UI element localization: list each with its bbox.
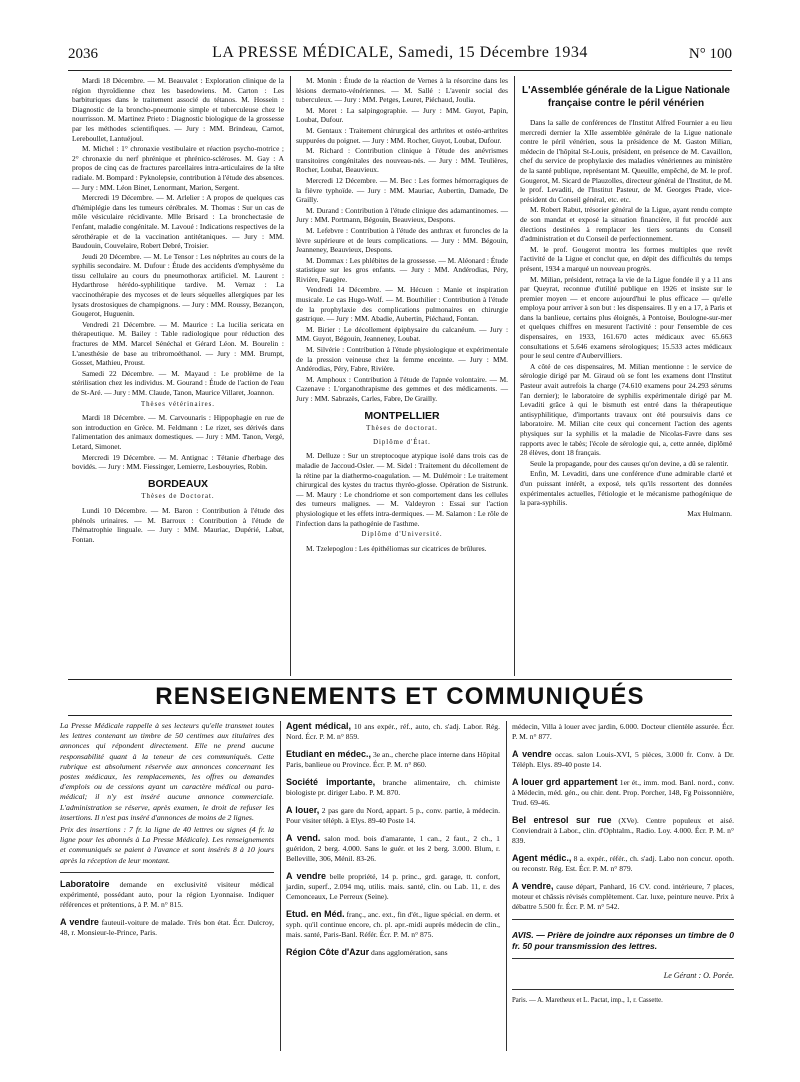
divider [512, 919, 734, 920]
classified-ad: Etudiant en médec., 3e an., cherche place interne dans Hôpital Paris, banlieue ou Province. Écr. P. M. n° 860. [286, 749, 500, 769]
column-2 [296, 76, 508, 554]
classified-ad: Bel entresol sur rue (XVe). Centre populeux et aisé. Conviendrait à Labor., clin. d'Ophtalm., Radio. Loy. 4.000. Écr. P. M. n° 839. [512, 815, 735, 845]
thesis-paragraph: M. Delluze : Sur un streptocoque atypique isolé dans trois cas de maladie de Jaccoud-Osler. — M. Sidel : Traitement du décollement de la rétine par la diathermo-coagulation. — M. Dulémoir : Le traitement chirurgical des kystes du tractus thyréo-glosse. Opération de Sistrunk. — M. Maury : Le chondriome et son comportement dans les cellules des tumeurs malignes. — M. Valdeyron : Essai sur l'action physiologique et les effets intra-dermiques. — M. Salamon : Le rôle de l'infection dans la pathogénie de l'asthme. [296, 451, 508, 528]
article-paragraph: Dans la salle de conférences de l'Institut Alfred Fournier a eu lieu mercredi dernier la XIIe assemblée générale de la Ligue nationale contre le péril vénérien, sous la présidence de M. Gaston Milian, médecin de l'hôpital St-Louis, président, en présence de M. Cavaillon, chef du service de prophylaxie des maladies vénériennes au ministère de la santé publique, représentant M. Queuille, empêché, de M. le prof. Gougerot, M. Sicard de Plauzolles, directeur général de l'Institut, de M. le prof. Levaditi, de l'Institut Pasteur, de M. Georges Prade, vice-président du Conseil général, etc. etc. [520, 118, 732, 204]
montpellier-heading: MONTPELLIER [364, 409, 440, 422]
section-rule [68, 715, 732, 716]
classified-ad: Agent médic., 8 a. expér., référ., ch. s'adj. Labo non concur. opoth. ou reconstr. Rég. Est. Écr. P. M. n° 879. [512, 853, 734, 873]
column-divider [280, 721, 281, 1051]
thesis-paragraph: M. Monin : Étude de la réaction de Vernes à la résorcine dans les lésions dermato-vénériennes. — M. Sallé : L'avenir social des tuberculeux. — Jury : MM. Petges, Leuret, Piéchaud, Joulia. [296, 76, 508, 105]
thesis-paragraph: Mercredi 12 Décembre. — M. Bec : Les formes hémorragiques de la fièvre typhoïde. — Jury : MM. Mauriac, Aubertin, Damade, De Grailly. [296, 175, 508, 205]
header-rule [68, 70, 732, 71]
column-divider [514, 76, 515, 676]
divider [512, 989, 734, 990]
thesis-paragraph: M. Tzelepoglou : Les épithéliomas sur cicatrices de brûlures. [306, 543, 487, 553]
issue-number: N° 100 [688, 46, 732, 62]
thesis-paragraph: M. Richard : Contribution clinique à l'étude des anévrismes transitoires congénitales des nouveau-nés. — Jury : MM. Teulières, Rocher, Loubat, Beauvieux. [296, 146, 508, 175]
thesis-paragraph: M. Dommax : Les phlébites de la grossesse. — M. Aléonard : Étude statistique sur les gros enfants. — Jury : MM. Andérodias, Péry, Rivière, Faugère. [296, 255, 508, 284]
thesis-paragraph: Mardi 18 Décembre. — M. Carvounaris : Hippophagie en rue de son introduction en Grèce. M. Feldmann : Le rizet, ses dérivés dans l'alimentation des animaux domestiques. — Jury : MM. Tanon, Vergé, Letard, Simonet. [72, 413, 284, 451]
insertion-prices: Prix des insertions : 7 fr. la ligne de 40 lettres ou signes (4 fr. la ligne pour les abonnés à La Presse Médicale). Les renseignements et communiqués se paient à l'avance et sont insérés 8 à 10 jours après la réception de leur montant. [60, 825, 274, 865]
thesis-paragraph: M. Birier : Le décollement épiphysaire du calcanéum. — Jury : MM. Guyot, Bégouin, Jeanneney, Loubat. [296, 324, 508, 344]
thesis-paragraph: Vendredi 14 Décembre. — M. Hécuen : Manie et inspiration musicale. Le cas Hugo-Wolf. — M. Bouthilier : Contribution à l'étude de la prophylaxie des complications pulmonaires en chirurgie gastrique. — Jury : MM. Abadie, Aubertin, Piéchaud, Fontan. [296, 285, 508, 324]
printer-imprint: Paris. — A. Maretheux et L. Pactat, imp., 1, r. Cassette. [512, 996, 663, 1004]
manager-line: Le Gérant : O. Porée. [663, 971, 734, 980]
column-divider [506, 721, 507, 1051]
classified-ad: A vendre occas. salon Louis-XVI, 5 pièces, 3.000 fr. Conv. à Dr. Téléph. Elys. 89-40 poste 14. [512, 749, 734, 769]
thesis-paragraph: Mercredi 19 Décembre. — M. Antignac : Tétanie d'herbage des bovidés. — Jury : MM. Fiessinger, Lemierre, Lesbouyries, Robin. [72, 452, 284, 472]
section-rule [68, 679, 732, 680]
classified-ad: A louer grd appartement 1er ét., imm. mod. Banl. nord., conv. à Médecin, méd. gén., ou chir. dent. Prop. Porcher, 148, Fg Poissonnière, Trud. 69-46. [512, 777, 734, 807]
article-paragraph: A côté de ces dispensaires, M. Milian mentionne : le service de sérologie dirigé par M. Giraud où se font les examens dont l'Institut Pasteur avait autrefois la charge (74.610 examens pour 24.293 sérums l'an dernier); le laboratoire de syphilis expérimentale dirigé par M. Levaditi grâce à qui le bismuth est entré dans la thérapeutique antisyphilitique, d'importants travaux ont été poursuivis dans ce laboratoire. M. Milian cite ceux qui concernent l'action des agents physiques sur la syphilis et la maladie de Nicolas-Favre dans ses rapports avec le tabès; l'école de sérologie qui, a, cette année, diplômé 28 élèves, dont 18 français. [520, 361, 732, 458]
thesis-paragraph: M. Gentaux : Traitement chirurgical des arthrites et ostéo-arthrites suppurées du poignet. — Jury : MM. Rocher, Guyot, Loubat, Dufour. [296, 125, 508, 145]
montpellier-university-heading: Diplôme d'Université. [361, 531, 443, 539]
thesis-paragraph: M. Silvérie : Contribution à l'étude physiologique et expérimentale de la pression veineuse chez la femme enceinte. — Jury : MM. Andérodias, Péry, Fabre, Rivière. [296, 345, 508, 374]
thesis-paragraph: Mercredi 19 Décembre. — M. Arlelier : A propos de quelques cas d'hémiplégie dans les tumeurs cérébrales. M. Thomas : Sur un cas de môle vésiculaire récidivante. Mlle Brisard : La bronchectasie de l'enfant, maladie congénitale. M. Lavoué : Indications respectives de la sérothérapie et de la vaccination antitétaniques. — Jury : MM. Baudouin, Couvelaire, Robert Debré, Troisier. [72, 193, 284, 251]
classified-ad: Région Côte d'Azur dans agglomération, sans [286, 947, 448, 957]
ads-column-2 [286, 721, 500, 965]
montpellier-subheading: Thèses de doctorat. [366, 425, 438, 433]
classified-ad: A vendre, cause départ, Panhard, 16 CV. cond. intérieure, 7 places, moteur et châssis révisés complètement. Car. luxe, peinture neuve. Prix à débattre 5.500 fr. Écr. P. M. n° 542. [512, 881, 734, 911]
thesis-paragraph: Samedi 22 Décembre. — M. Mayaud : Le problème de la stérilisation chez les individus. M. Gourand : Étude de l'action de l'eau de St-Aré. — Jury : MM. Claude, Tanon, Maurice Villaret, Joannon. [72, 368, 284, 397]
divider [512, 958, 734, 959]
classified-ad: A vend. salon mod. bois d'amarante, 1 can., 2 faut., 2 ch., 1 guéridon, 2 berg. 4.000. Sans le guér. et les 2 berg. 3.000. Blum, r. Belleville, 306, Ménil. 83-26. [286, 833, 500, 863]
thesis-paragraph: M. Amphoux : Contribution à l'étude de l'apnée volontaire. — M. Cazenave : L'organothrapisme des gemmes et des médicaments. — Jury : MM. Sabrazès, Carles, Fabre, De Grailly. [296, 374, 508, 403]
ads-column-1 [60, 721, 274, 945]
article-paragraph: Enfin, M. Levaditi, dans une conférence d'une admirable clarté et d'un puissant intérêt, a exposé, tels qu'ils ressortent des données expérimentales actuelles, l'étiologie et le mécanisme pathogénique de la para-syphilis. [520, 469, 732, 508]
thesis-paragraph: M. Michel : 1° chronaxie vestibulaire et réaction psycho-motrice ; 2° chronaxie du nerf phrénique et phrénico-scléroses. M. Gay : A propos de cinq cas de fractures parcellaires intra-articulaires de la tête radiale. M. Bompard : Pyknolepsie, contribution à l'étude des absences. — Jury : MM. Léon Binet, Lenormant, Marion, Sergent. [72, 144, 284, 192]
avis-notice: AVIS. — Prière de joindre aux réponses un timbre de 0 fr. 50 pour transmission des lettres. [512, 930, 734, 951]
editorial-notice: La Presse Médicale rappelle à ses lecteurs qu'elle transmet toutes les lettres contenant un timbre de 50 centimes aux titulaires des annonces qui répondent directement. Elle ne prend aucune responsabilité quant à la teneur de ces communiqués. Cette rubrique est absolument réservée aux annonces concernant les postes médicaux, les remplacements, les offres ou demandes d'emplois ou de cessions ayant un caractère médical ou para-médical; il n'y est inséré aucune annonce commerciale. L'administration se réserve, après examen, le droit de refuser les insertions. Il n'est pas inséré d'annonces de moins de 2 lignes. [60, 721, 274, 822]
bordeaux-heading: BORDEAUX [147, 477, 209, 490]
classified-ad: Laboratoire demande en exclusivité visiteur médical expérimenté, possédant auto, pour la région Lyonnaise. Indiquer références et prétentions, à P. M. n° 815. [60, 878, 274, 909]
thesis-paragraph: M. Moret : La salpingographie. — Jury : MM. Guyot, Papin, Loubat, Dufour. [296, 105, 508, 125]
classified-ad: Agent médical, 10 ans expér., réf., auto, ch. s'adj. Labor. Rég. Nord. Écr. P. M. n° 859. [286, 721, 500, 741]
classified-ad: A vendre fauteuil-voiture de malade. Très bon état. Écr. Dulcroy, 48, r. Monsieur-le-Prince, Paris. [60, 916, 274, 937]
page-number: 2036 [68, 46, 98, 62]
article-signature: Max Hulmann. [687, 508, 732, 518]
article-paragraph: Seule la propagande, pour des causes qu'on devine, a dû se ralentir. [530, 458, 729, 468]
article-paragraph: M. Robert Rabut, trésorier général de la Ligue, ayant rendu compte de son mandat et exposé la situation financière, il fut procédé aux élections destinées à remplacer les tiers sortants du Conseil d'administration et du Conseil de perfectionnement. [520, 205, 732, 244]
veterinary-heading: Thèses vétérinaires. [141, 400, 215, 408]
thesis-paragraph: Jeudi 20 Décembre. — M. Le Tensor : Les néphrites au cours de la syphilis secondaire. M. Dufour : Étude des accidents d'emphysème du tissu cellulaire au cours du pneumothorax artificiel. M. Laurent : Hydarthrose hérédo-syphilitique tardive. M. Vernaz : La vaccinothérapie des mycoses et de leurs séquelles allergiques par les lysats drostosiques de champignons. — Jury : MM. Roussy, Bezançon, Gougerot, Huguenin. [72, 251, 284, 319]
classified-ad: A vendre belle propriété, 14 p. princ., grd. garage, tt. confort, jardin, superf., 2.094 mq, utilis. mais. santé, clin. ou Lab. 11, r. des Cemonceaux, Le Perreux (Seine). [286, 871, 500, 901]
classified-ad: Société importante, branche alimentaire, ch. chimiste biologiste pr. diriger Labo. P. M. 870. [286, 777, 500, 797]
classified-ad: Etud. en Méd. franç., anc. ext., fin d'ét., ligue spécial. en derm. et syph. qu'il continue encore, ch. pl. apr.-midi auprès médecin de clin., mais. santé, Paris-Banl. Référ. Écr. P. M. n° 875. [286, 909, 501, 939]
column-3 [520, 76, 732, 519]
thesis-paragraph: Lundi 10 Décembre. — M. Baron : Contribution à l'étude des phénols urinaires. — M. Barroux : Contribution à l'étude de l'hématrophie linguale. — Jury : MM. Mauriac, Dupérié, Labat, Fontan. [72, 505, 284, 544]
column-1 [72, 76, 284, 545]
thesis-paragraph: Mardi 18 Décembre. — M. Beauvalet : Exploration clinique de la région thyroïdienne chez les basedowiens. M. Carton : Les barbituriques dans le traitement associé du tétanos. M. Hossein : Diagnostic de la broncho-pneumonie simple et tuberculeuse chez le nourrisson. M. Martinez Prieto : Diagnostic biologique de la grossesse par les méthodes scientifiques. — Jury : MM. Brindeau, Carnot, Lereboullet, Lantuéjoul. [72, 76, 284, 143]
classified-ad: médecin, Villa à louer avec jardin, 6.000. Docteur clientèle assurée. Écr. P. M. n° 877. [512, 722, 734, 741]
article-paragraph: M. le prof. Gougerot montra les formes multiples que revêt l'activité de la Ligue et conclut que, en dépit des difficultés du temps présent, 1934 a marqué un nouveau progrès. [520, 244, 732, 273]
thesis-paragraph: M. Durand : Contribution à l'étude clinique des adamantinomes. — Jury : MM. Portmann, Bégouin, Beauvieux, Despons. [296, 205, 508, 225]
thesis-paragraph: Vendredi 21 Décembre. — M. Maurice : La lucilia sericata en thérapeutique. M. Bailey : Table radiologique pour réduction des fractures de MM. Marcel Sénéchal et Gérard Léon. M. Bourelin : L'anesthésie de base au tribromoéthanol. — Jury : MM. Brumpt, Gosset, Mathieu, Proust. [72, 319, 284, 368]
masthead-title: LA PRESSE MÉDICALE, Samedi, 15 Décembre 1934 [212, 44, 588, 61]
page-header [68, 44, 732, 68]
montpellier-diploma-heading: Diplôme d'État. [373, 438, 431, 446]
column-divider [290, 76, 291, 676]
thesis-paragraph: M. Lefebvre : Contribution à l'étude des anthrax et furoncles de la lèvre supérieure et de leurs complications. — Jury : MM. Bégouin, Jeanneney, Beauvieux, Despons. [296, 225, 508, 255]
bordeaux-subheading: Thèses de Doctorat. [141, 493, 215, 501]
article-paragraph: M. Milian, président, retraça la vie de la Ligue fondée il y a 11 ans par Queyrat, reconnue d'utilité publique en 1926 et insiste sur le premier moyen — et encore aujourd'hui le plus efficace — qu'elle employa pour arriver à son but : les dispensaires. Il y en a 17, à Paris et dans la banlieue, certains plus éloignés, à Pontoise, Boulogne-sur-mer et quelques chiffres en mesurent l'activité : pour l'ensemble de ces dispensaires, en 1933, 161.670 actes médicaux avec 65.663 consultations et 5.646 examens sérologiques; 15.533 actes médicaux pour le seul centre d'Aubervilliers. [520, 274, 732, 361]
divider [60, 872, 274, 873]
article-title: L'Assemblée générale de la Ligue Nationale française contre le péril vénérien [521, 85, 730, 109]
classified-ad: A louer, 2 pas gare du Nord, appart. 5 p., conv. partie, à médecin. Pour visiter téléph. à Elys. 89-40 Poste 14. [286, 805, 500, 825]
section-title: RENSEIGNEMENTS ET COMMUNIQUÉS [155, 683, 645, 710]
ads-column-3 [512, 721, 734, 1005]
